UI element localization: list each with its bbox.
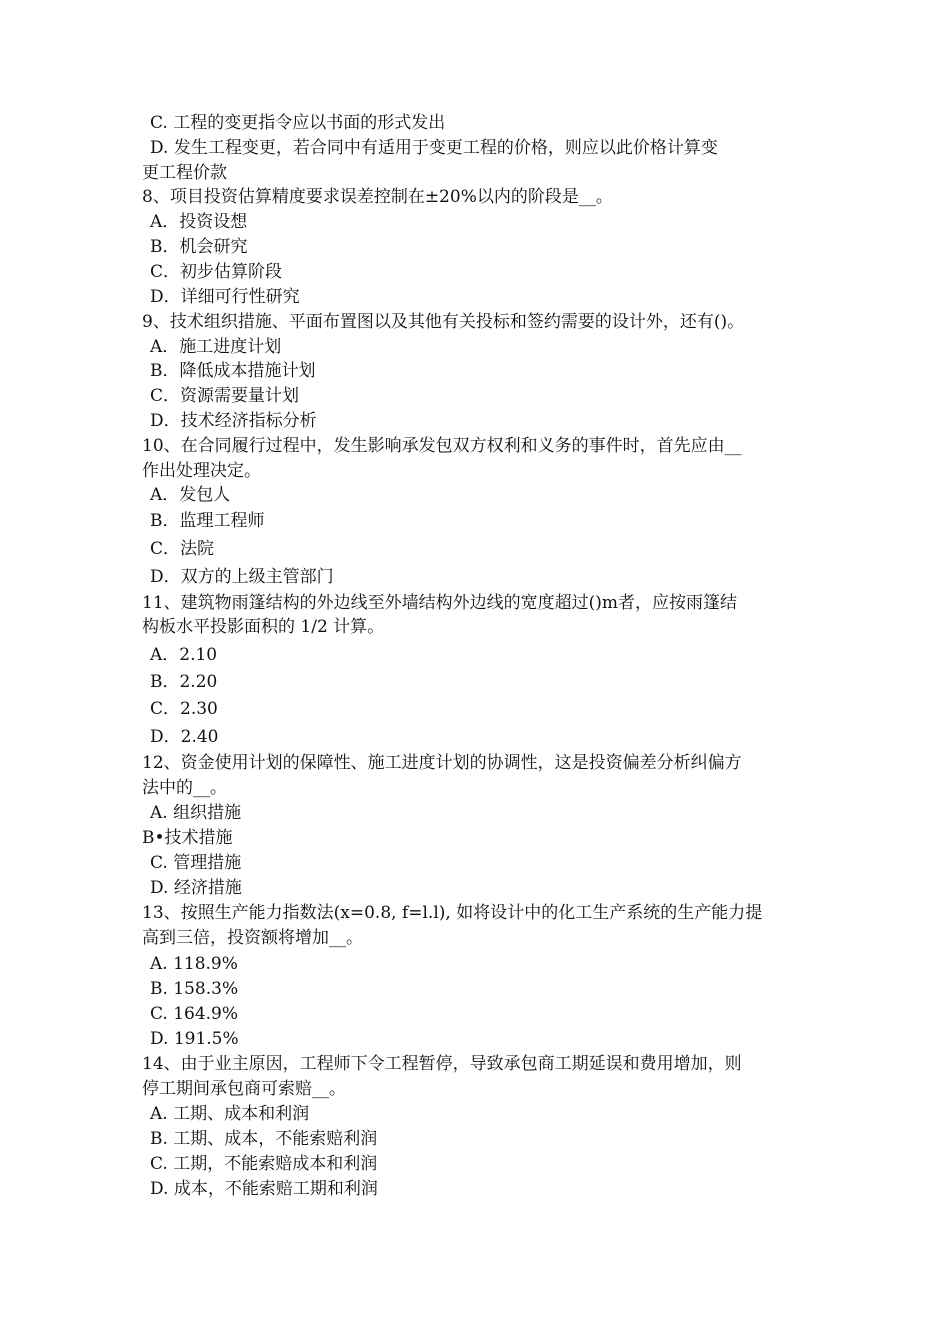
option-line: D．双方的上级主管部门	[150, 567, 334, 587]
text-line: 构板水平投影面积的 1/2 计算。	[142, 617, 385, 637]
text-line: 停工期间承包商可索赔__。	[142, 1079, 346, 1099]
option-line: A．发包人	[150, 485, 231, 505]
option-line: B•技术措施	[142, 828, 233, 848]
option-line: A. 工期、成本和利润	[150, 1104, 310, 1124]
option-line: B．降低成本措施计划	[150, 361, 316, 381]
option-line: C. 管理措施	[150, 853, 242, 873]
question-line: 12、资金使用计划的保障性、施工进度计划的协调性，这是投资偏差分析纠偏方	[142, 753, 742, 773]
option-line: D. 发生工程变更，若合同中有适用于变更工程的价格，则应以此价格计算变	[150, 138, 718, 158]
question-line: 14、由于业主原因，工程师下令工程暂停，导致承包商工期延误和费用增加，则	[142, 1054, 742, 1074]
option-line: B．机会研究	[150, 237, 248, 257]
option-line: D. 191.5%	[150, 1029, 239, 1049]
option-line: C. 164.9%	[150, 1004, 239, 1024]
option-line: C．初步估算阶段	[150, 262, 283, 282]
option-line: C．法院	[150, 539, 215, 559]
question-line: 13、按照生产能力指数法(x=0.8, f=l.l), 如将设计中的化工生产系统的生产能力提	[142, 903, 763, 923]
question-line: 8、项目投资估算精度要求误差控制在±20%以内的阶段是__。	[142, 187, 613, 207]
option-line: C. 工程的变更指令应以书面的形式发出	[150, 113, 446, 133]
question-line: 9、技术组织措施、平面布置图以及其他有关投标和签约需要的设计外，还有()。	[142, 312, 745, 332]
option-line: D．2.40	[150, 727, 219, 747]
text-line: 更工程价款	[142, 163, 227, 183]
text-line: 高到三倍，投资额将增加__。	[142, 928, 363, 948]
option-line: C．资源需要量计划	[150, 386, 300, 406]
option-line: A．施工进度计划	[150, 337, 282, 357]
option-line: D. 成本，不能索赔工期和利润	[150, 1179, 378, 1199]
option-line: A．2.10	[150, 645, 218, 665]
text-line: 作出处理决定。	[142, 461, 261, 481]
option-line: A. 组织措施	[150, 803, 242, 823]
question-line: 11、建筑物雨篷结构的外边线至外墙结构外边线的宽度超过()m者，应按雨篷结	[142, 593, 738, 613]
option-line: A. 118.9%	[150, 954, 238, 974]
option-line: D. 经济措施	[150, 878, 242, 898]
option-line: D．技术经济指标分析	[150, 411, 317, 431]
question-line: 10、在合同履行过程中，发生影响承发包双方权利和义务的事件时，首先应由__	[142, 436, 742, 456]
option-line: C. 工期，不能索赔成本和利润	[150, 1154, 378, 1174]
option-line: B．2.20	[150, 672, 218, 692]
option-line: C．2.30	[150, 699, 218, 719]
option-line: B. 158.3%	[150, 979, 239, 999]
option-line: D．详细可行性研究	[150, 287, 300, 307]
option-line: B. 工期、成本，不能索赔利润	[150, 1129, 378, 1149]
text-line: 法中的__。	[142, 778, 227, 798]
option-line: A．投资设想	[150, 212, 248, 232]
option-line: B．监理工程师	[150, 511, 265, 531]
